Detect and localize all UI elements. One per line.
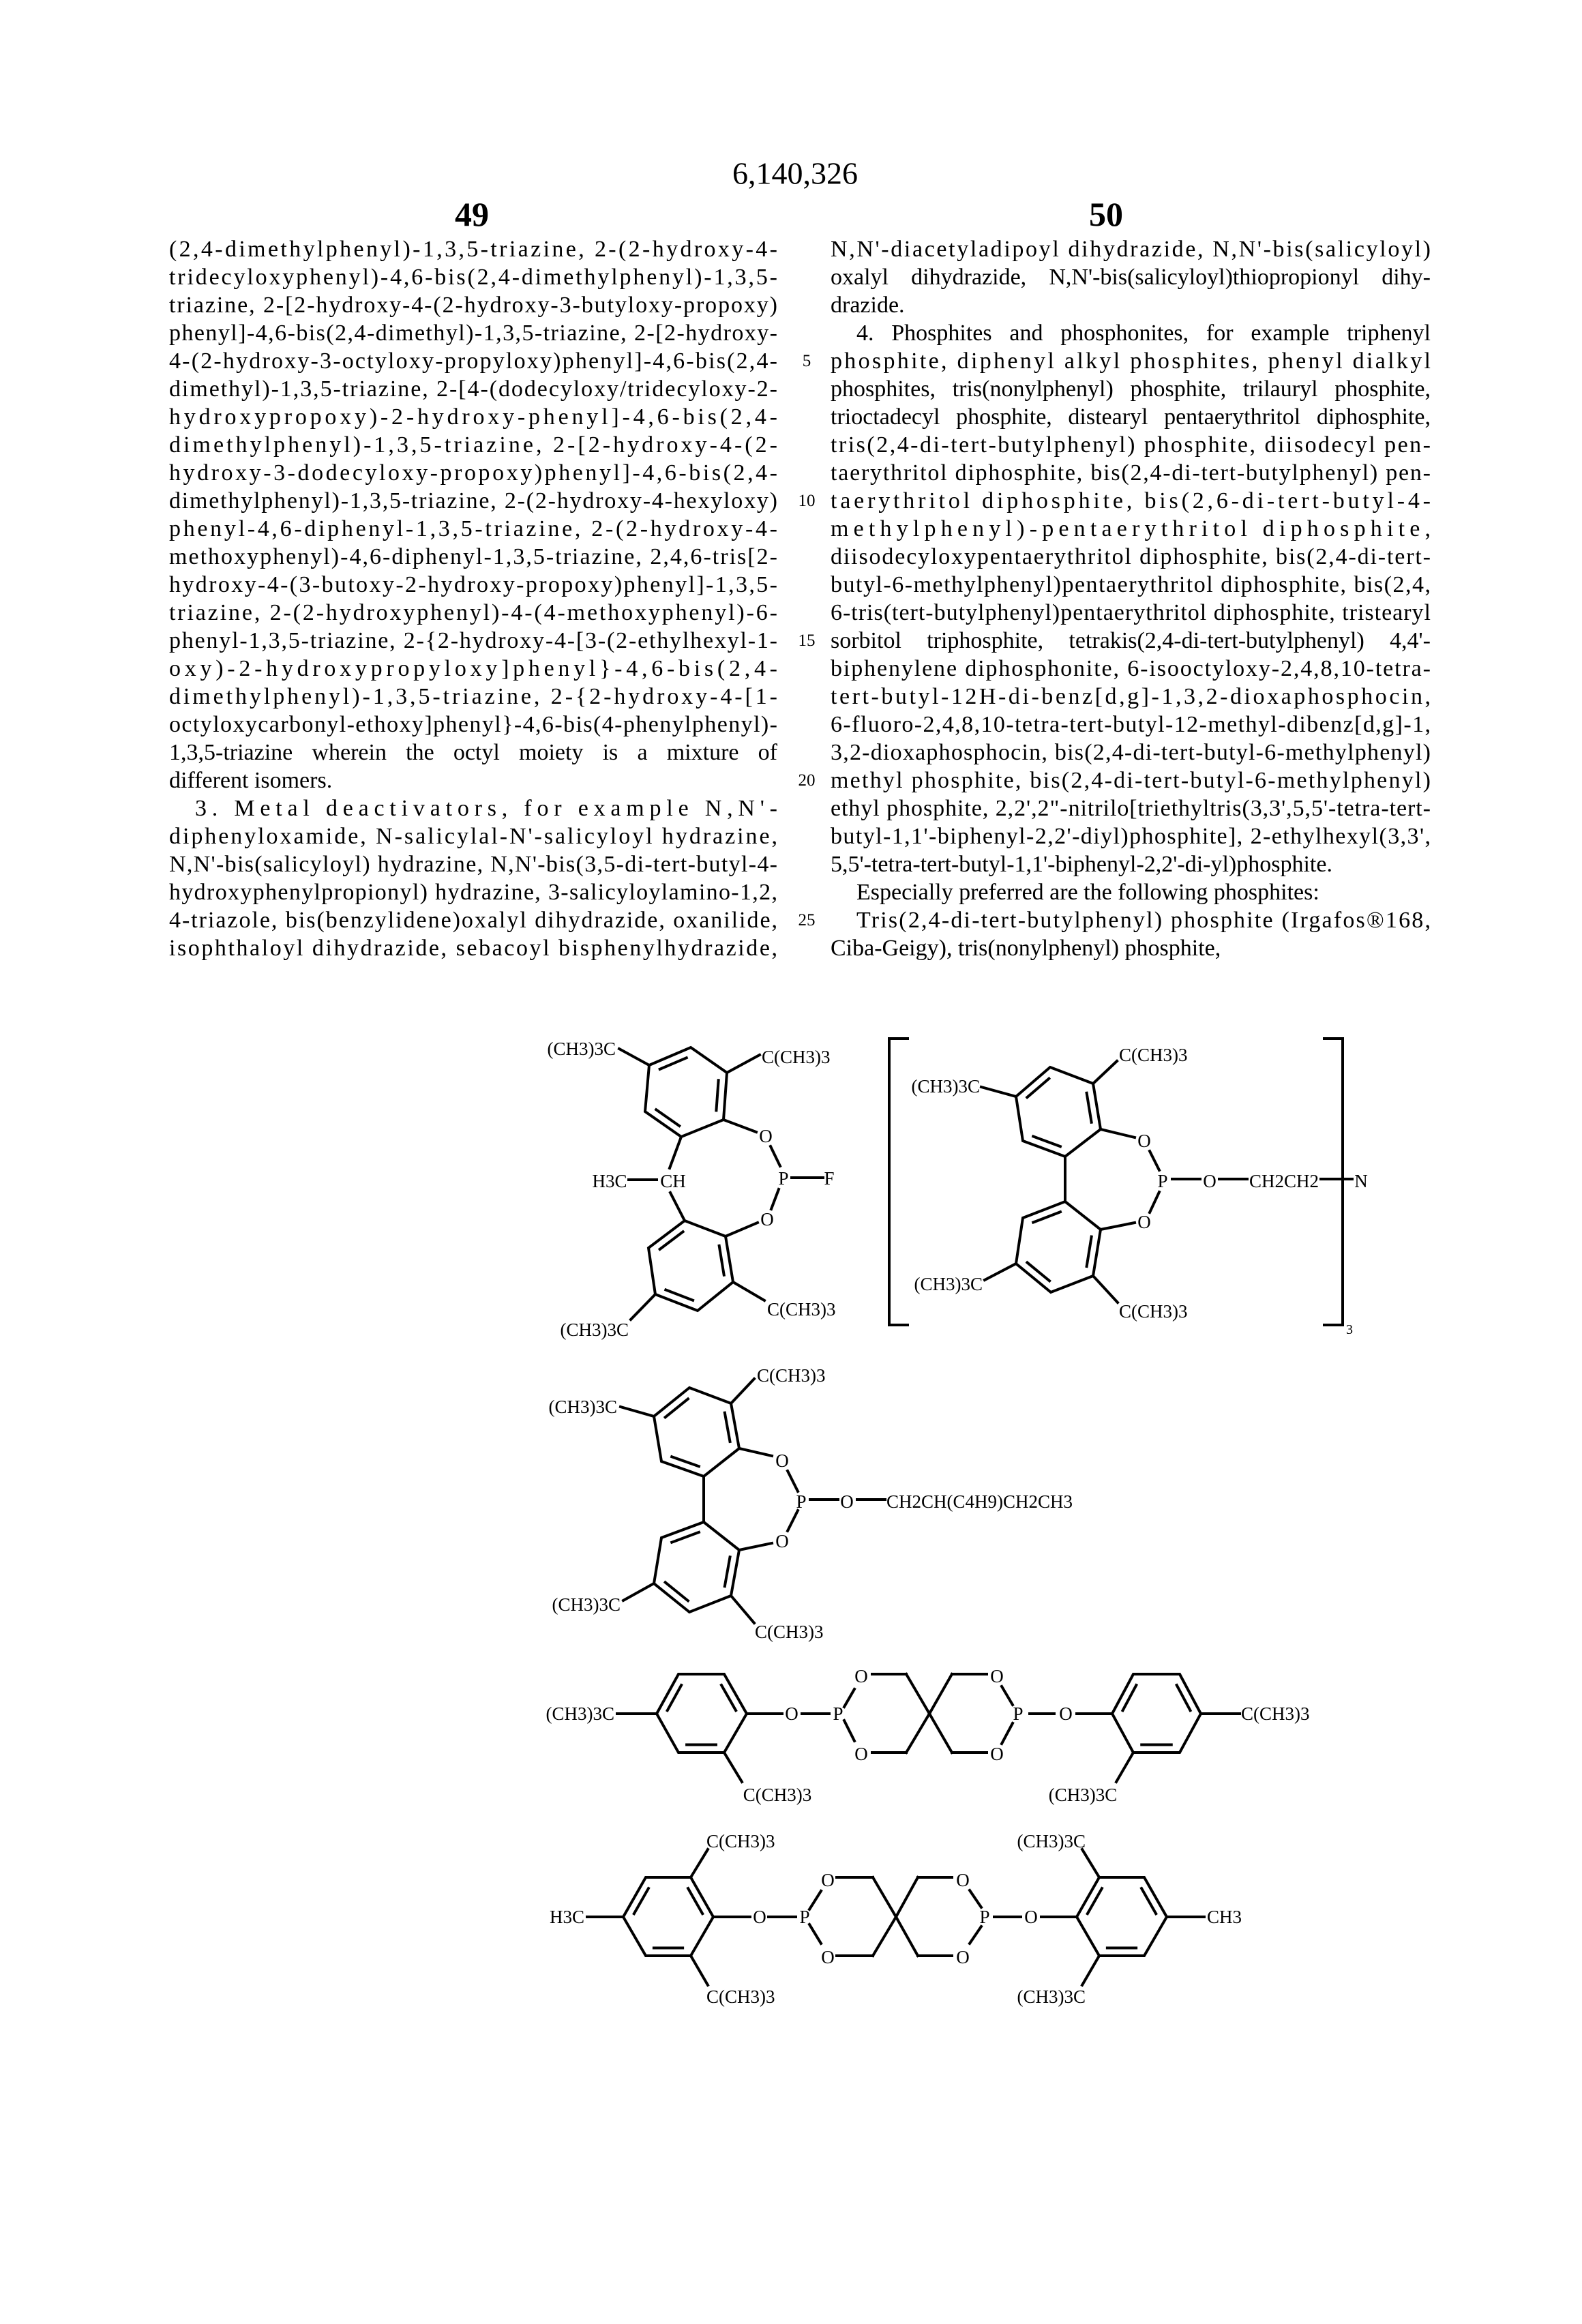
atom-label: O [854,1666,868,1686]
atom-label: O [785,1703,799,1724]
atom-label: O [1059,1703,1073,1724]
atom-label: CH3 [1207,1907,1242,1927]
bond-line [1002,1686,1013,1705]
atom-label: P [1157,1171,1167,1191]
bond-line [1002,1723,1013,1744]
atom-label: (CH3)3C [914,1274,983,1294]
line-number: 10 [799,492,816,511]
bond-line [873,1877,896,1917]
bond-line [1150,1192,1159,1212]
text-line-content: hydroxy-3-dodecyloxy-propoxy)phenyl]-4,6-bis(2,4- [169,459,780,487]
atom-label: N [1354,1171,1368,1191]
bond-line [873,1917,896,1956]
text-line-content: methylphenyl)-pentaerythritol diphosphite, [831,515,1435,543]
text-line-content: drazide. [831,291,905,319]
text-line-content: phosphites, tris(nonylphenyl) phosphite, trilauryl phosphite, [831,375,1431,403]
atom-label: O [1137,1131,1151,1151]
atom-label: O [990,1744,1004,1764]
atom-label: O [775,1450,789,1471]
benzene-ring [1112,1674,1201,1753]
bond-line [619,1049,649,1065]
bond-line [631,1294,655,1320]
atom-label: O [1024,1907,1038,1927]
atom-label: C(CH3)3 [767,1299,836,1320]
text-line-content: hydroxy-4-(3-butoxy-2-hydroxy-propoxy)phenyl]-1,3,5- [169,571,779,599]
bracket [889,1039,908,1325]
text-line-content: 5,5'-tetra-tert-butyl-1,1'-biphenyl-2,2'-di-yl)phosphite. [831,850,1332,878]
chemical-structures [0,0,1582,2324]
text-line-content: oxalyl dihydrazide, N,N'-bis(salicyloyl)thiopropionyl dihy- [831,263,1431,291]
bond-line [771,1146,780,1166]
text-line-content: octyloxycarbonyl-ethoxy]phenyl}-4,6-bis(4-phenylphenyl)- [169,711,778,739]
benzene-ring [654,1522,739,1612]
bond-line [985,1264,1016,1280]
text-line-content: trioctadecyl phosphite, distearyl pentaerythritol diphosphite, [831,403,1431,431]
atom-label: F [824,1168,834,1189]
atom-label: (CH3)3C [548,1039,616,1059]
repeat-count-subscript: 3 [1346,1322,1353,1337]
text-line-content: dimethylphenyl)-1,3,5-triazine, 2-[2-hydroxy-4-(2- [169,431,780,459]
column-number-right: 50 [1089,194,1123,234]
bracket [889,1039,908,1325]
bond-line [809,1891,821,1909]
bond-line [906,1714,929,1753]
bracket [1324,1039,1343,1325]
bond-line [844,1720,854,1741]
bond-line [896,1877,918,1917]
atom-label: O [775,1531,789,1551]
line-number: 20 [799,771,816,790]
text-line-content: butyl-6-methylphenyl)pentaerythritol diphosphite, bis(2,4, [831,571,1432,599]
bond-line [733,1282,764,1300]
bond-line [906,1674,929,1714]
double-bond-line [716,1080,718,1110]
bond-line [970,1926,981,1943]
text-line-content: taerythritol diphosphite, bis(2,6-di-tert-butyl-4- [831,487,1434,515]
atom-label: P [796,1491,806,1512]
line-number: 5 [803,352,811,371]
atom-label: O [759,1126,773,1146]
text-line-content: N,N'-bis(salicyloyl) hydrazine, N,N'-bis(3,5-di-tert-butyl-4- [169,850,778,878]
double-bond-line [725,1413,730,1442]
bond-line [809,1924,821,1943]
atom-label: O [821,1947,835,1967]
atom-label: (CH3)3C [552,1594,621,1615]
bond-line [739,1543,772,1550]
atom-label: C(CH3)3 [762,1047,831,1067]
bond-line [788,1471,798,1491]
atom-label: (CH3)3C [1049,1785,1118,1805]
text-line-content: dimethylphenyl)-1,3,5-triazine, 2-(2-hydroxy-4-hexyloxy) [169,487,779,515]
bond-line [727,1055,760,1073]
atom-label: CH2CH2 [1249,1171,1319,1191]
text-line-content: dimethyl)-1,3,5-triazine, 2-[4-(dodecyloxy/tridecyloxy-2- [169,375,779,403]
atom-label: C(CH3)3 [755,1622,824,1642]
structure-ethylhexyl-phosphite [549,1365,1073,1642]
bond-line [731,1596,754,1623]
line-number: 25 [799,911,816,930]
atom-label: H3C [592,1171,627,1191]
atom-label: H3C [550,1907,584,1927]
bond-line [691,1849,708,1877]
text-line-content: different isomers. [169,766,332,794]
atom-label: CH2CH(C4H9)CH2CH3 [886,1491,1073,1512]
bond-line [623,1583,654,1600]
text-line-content: N,N'-diacetyladipoyl dihydrazide, N,N'-bis(salicyloyl) [831,235,1433,263]
text-line-content: methoxyphenyl)-4,6-diphenyl-1,3,5-triazine, 2,4,6-tris[2- [169,543,779,571]
text-line-content: sorbitol triphosphite, tetrakis(2,4-di-tert-butylphenyl) 4,4'- [831,627,1431,655]
double-bond-line [1027,1079,1049,1098]
bond-line [970,1890,981,1907]
atom-label: C(CH3)3 [706,1831,775,1851]
line-number: 15 [799,631,816,651]
text-line-content: Ciba-Geigy), tris(nonylphenyl) phosphite, [831,934,1221,962]
atom-label: O [990,1666,1004,1686]
atom-label: C(CH3)3 [1241,1703,1310,1724]
bond-line [1082,1956,1099,1985]
text-line-content: butyl-1,1'-biphenyl-2,2'-diyl)phosphite], 2-ethylhexyl(3,3', [831,822,1431,850]
benzene-ring [657,1674,747,1753]
atom-label: (CH3)3C [912,1076,981,1097]
bond-line [1150,1151,1159,1170]
double-bond-line [656,1109,679,1126]
benzene-ring [1016,1067,1101,1157]
benzene-ring [645,1047,727,1137]
atom-label: O [956,1947,970,1967]
text-line-content: phenyl-4,6-diphenyl-1,3,5-triazine, 2-(2-hydroxy-4- [169,515,780,543]
bond-line [844,1689,854,1707]
atom-label: (CH3)3C [546,1703,615,1724]
double-bond-line [1027,1262,1049,1281]
structure-nitrilo-triethyl-phosphite [889,1039,1368,1337]
text-line-content: hydroxyphenylpropionyl) hydrazine, 3-salicyloylamino-1,2, [169,878,778,906]
text-line-content: Tris(2,4-di-tert-butylphenyl) phosphite (Irgafos®168, [856,906,1432,934]
text-line-content: oxy)-2-hydroxypropyloxy]phenyl}-4,6-bis(2,4- [169,655,781,683]
column-number-left: 49 [455,194,489,234]
double-bond-line [719,1246,724,1275]
benzene-ring [623,1877,713,1956]
bond-line [981,1087,1016,1097]
text-line-content: phenyl-1,3,5-triazine, 2-{2-hydroxy-4-[3-(2-ethylhexyl-1- [169,627,779,655]
bond-line [723,1120,756,1132]
text-line-content: dimethylphenyl)-1,3,5-triazine, 2-{2-hydroxy-4-[1- [169,683,780,711]
atom-label: C(CH3)3 [706,1986,775,2007]
bond-line [1082,1849,1099,1877]
atom-label: C(CH3)3 [1119,1301,1188,1322]
bond-line [670,1193,685,1221]
atom-label: (CH3)3C [1017,1986,1086,2007]
bond-line [621,1407,654,1416]
double-bond-line [1087,1093,1092,1122]
double-bond-line [672,1457,699,1466]
atom-label: C(CH3)3 [743,1785,812,1805]
bond-line [788,1510,798,1531]
atom-label: O [840,1491,854,1512]
double-bond-line [1087,1237,1092,1267]
bond-line [739,1448,772,1456]
text-line-content: triazine, 2-[2-hydroxy-4-(2-hydroxy-3-butyloxy-propoxy) [169,291,779,319]
atom-label: P [1013,1703,1023,1724]
text-line-content: (2,4-dimethylphenyl)-1,3,5-triazine, 2-(2-hydroxy-4- [169,235,779,263]
atom-label: O [821,1870,835,1890]
atom-label: P [833,1703,843,1724]
text-line-content: phenyl]-4,6-bis(2,4-dimethyl)-1,3,5-triazine, 2-[2-hydroxy- [169,319,778,347]
text-line-content: biphenylene diphosphonite, 6-isooctyloxy-2,4,8,10-tetra- [831,655,1432,683]
text-line-content: 4. Phosphites and phosphonites, for example triphenyl [856,319,1431,347]
atom-label: O [956,1870,970,1890]
double-bond-line [666,1582,688,1600]
bond-line [670,1137,681,1168]
atom-label: O [1137,1212,1151,1232]
text-line-content: tridecyloxyphenyl)-4,6-bis(2,4-dimethylphenyl)-1,3,5- [169,263,779,291]
text-line-content: diphenyloxamide, N-salicylal-N'-salicyloyl hydrazine, [169,822,779,850]
benzene-ring [648,1221,733,1311]
structure-spiro-diphosphite-2 [550,1831,1242,2007]
atom-label: P [778,1168,788,1189]
structure-fluorophosphocin [548,1039,908,1340]
text-line-content: tert-butyl-12H-di-benz[d,g]-1,3,2-dioxaphosphocin, [831,683,1433,711]
text-line-content: 6-tris(tert-butylphenyl)pentaerythritol diphosphite, tristearyl [831,599,1431,627]
atom-label: C(CH3)3 [757,1365,826,1386]
atom-label: P [979,1907,989,1927]
patent-number: 6,140,326 [732,155,858,192]
benzene-ring [1016,1202,1101,1292]
bond-line [1093,1276,1118,1302]
atom-label: O [1203,1171,1217,1191]
atom-label: C(CH3)3 [1119,1045,1188,1065]
bond-line [1101,1129,1135,1137]
benzene-ring [654,1388,739,1476]
text-line-content: hydroxypropoxy)-2-hydroxy-phenyl]-4,6-bis(2,4- [169,403,781,431]
text-line-content: Especially preferred are the following phosphites: [856,878,1319,906]
bond-line [896,1917,918,1956]
atom-label: CH [660,1171,686,1191]
bond-line [691,1956,708,1985]
bond-line [929,1674,952,1714]
text-line-content: methyl phosphite, bis(2,4-di-tert-butyl-6-methylphenyl) [831,766,1432,794]
benzene-ring [1077,1877,1167,1956]
bond-line [929,1714,952,1753]
text-line-content: phosphite, diphenyl alkyl phosphites, phenyl dialkyl [831,347,1433,375]
text-line-content: 6-fluoro-2,4,8,10-tetra-tert-butyl-12-methyl-dibenz[d,g]-1, [831,711,1431,739]
bond-line [731,1379,754,1403]
atom-label: (CH3)3C [561,1320,629,1340]
bond-line [1101,1223,1135,1230]
atom-label: (CH3)3C [1017,1831,1086,1851]
text-line-content: 4-(2-hydroxy-3-octyloxy-propyloxy)phenyl]-4,6-bis(2,4- [169,347,779,375]
text-line-content: 1,3,5-triazine wherein the octyl moiety is a mixture of [169,739,777,766]
text-line-content: tris(2,4-di-tert-butylphenyl) phosphite, diisodecyl pen- [831,431,1432,459]
atom-label: O [753,1907,766,1927]
text-line-content: 3,2-dioxaphosphocin, bis(2,4-di-tert-butyl-6-methylphenyl) [831,739,1431,766]
bond-line [771,1189,779,1209]
double-bond-line [725,1557,730,1586]
text-line-content: isophthaloyl dihydrazide, sebacoyl bisphenylhydrazide, [169,934,779,962]
text-line-content: triazine, 2-(2-hydroxyphenyl)-4-(4-methoxyphenyl)-6- [169,599,779,627]
bond-line [724,1753,742,1782]
text-line-content: 3. Metal deactivators, for example N,N'- [195,794,783,822]
text-line-content: 4-triazole, bis(benzylidene)oxalyl dihydrazide, oxanilide, [169,906,779,934]
bond-line [1093,1061,1117,1084]
bond-line [1116,1753,1133,1782]
atom-label: (CH3)3C [549,1397,618,1417]
double-bond-line [666,1399,688,1417]
structure-spiro-diphosphite-1 [546,1666,1310,1805]
atom-label: O [760,1209,774,1230]
text-line-content: diisodecyloxypentaerythritol diphosphite, bis(2,4-di-tert- [831,543,1432,571]
atom-label: O [854,1744,868,1764]
atom-label: P [799,1907,809,1927]
text-line-content: ethyl phosphite, 2,2',2"-nitrilo[triethyltris(3,3',5,5'-tetra-tert- [831,794,1431,822]
double-bond-line [660,1232,683,1249]
bond-line [726,1223,758,1236]
text-line-content: taerythritol diphosphite, bis(2,4-di-tert-butylphenyl) pen- [831,459,1432,487]
